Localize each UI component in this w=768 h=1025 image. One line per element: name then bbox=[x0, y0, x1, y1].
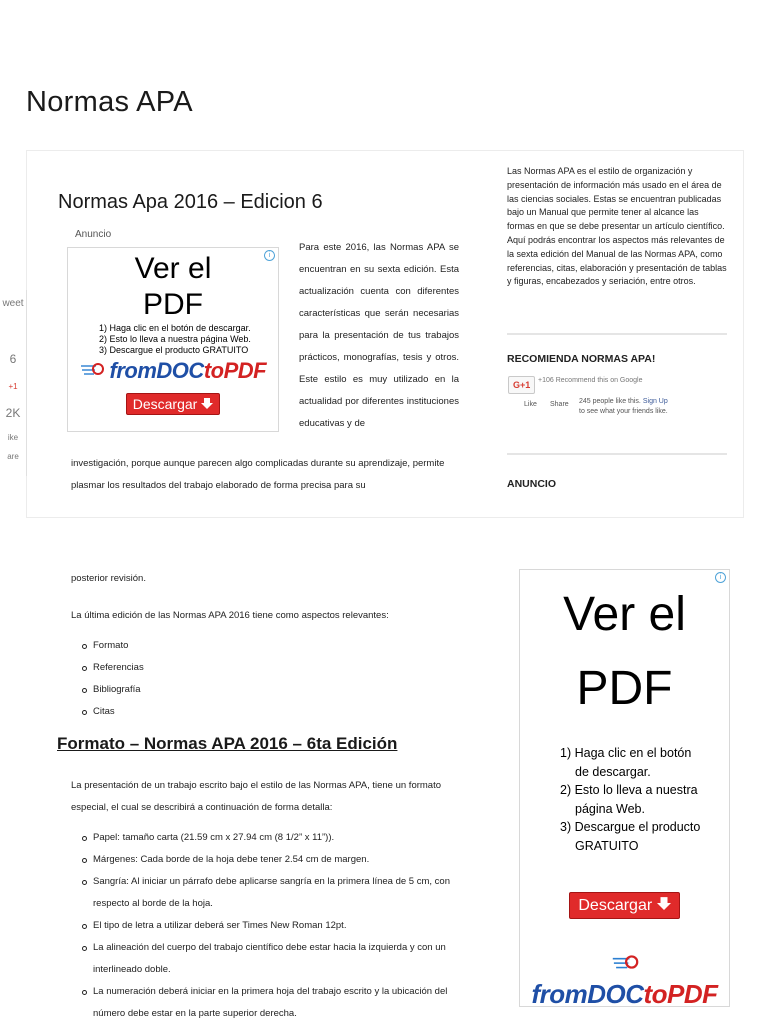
ad-step-2: 2) Esto lo lleva a nuestra página Web. bbox=[99, 334, 251, 344]
pdf-ad-small[interactable] bbox=[67, 247, 279, 432]
ad-headline-2: PDF bbox=[576, 662, 673, 715]
download-button[interactable]: Descargar bbox=[126, 393, 220, 415]
ad-step-1: 1) Haga clic en el botón bbox=[560, 746, 692, 760]
sidebar-divider-2 bbox=[507, 453, 727, 455]
share-count: 6 bbox=[9, 352, 17, 366]
list-item: Referencias bbox=[71, 657, 431, 679]
down-arrow-icon bbox=[657, 896, 671, 915]
relevant-intro: La última edición de las Normas APA 2016 tiene como aspectos relevantes: bbox=[71, 610, 389, 621]
ad-label: Anuncio bbox=[75, 229, 112, 240]
ad-step-3: 3) Descargue el producto GRATUITO bbox=[99, 345, 249, 355]
like-button[interactable]: ike bbox=[7, 433, 19, 442]
facebook-signup-link[interactable]: Sign Up bbox=[642, 398, 668, 405]
article-card bbox=[26, 150, 744, 518]
adchoices-icon[interactable]: i bbox=[264, 250, 275, 261]
ad-step-1: 1) Haga clic en el botón de descargar. bbox=[99, 323, 251, 333]
ad-steps bbox=[99, 323, 278, 356]
ad-headline-1: Ver el bbox=[134, 252, 212, 285]
intro-paragraph: Para este 2016, las Normas APA se encuentran en su sexta edición. Esta actualización cuenta con diferentes características que serán necesarias para la presentación de tus trabajos prácticos, monografías, tesis y otros. Este estilo es muy utilizado en la actualidad por diferentes instituciones educativas y de bbox=[299, 242, 459, 429]
format-intro: La presentación de un trabajo escrito bajo el estilo de las Normas APA, tiene un formato especial, el cual se describirá a continuación de forma detalla: bbox=[71, 780, 442, 813]
list-item: Márgenes: Cada borde de la hoja debe tener 2.54 cm de margen. bbox=[71, 849, 471, 871]
google-plus-widget bbox=[508, 375, 535, 394]
list-item: Sangría: Al iniciar un párrafo debe aplicarse sangría en la primera línea de 5 cm, con respecto al borde de la hoja. bbox=[71, 871, 471, 915]
list-item: Citas bbox=[71, 701, 431, 723]
ad-step-3b: GRATUITO bbox=[575, 838, 639, 853]
intro-paragraph-continued: investigación, porque aunque parecen algo complicadas durante su aprendizaje, permite plasmar los resultados del trabajo elaborado de forma precisa para su bbox=[71, 458, 445, 491]
continued-text: posterior revisión. bbox=[71, 573, 146, 584]
google-plus-share[interactable]: +1 bbox=[8, 382, 18, 391]
share-button[interactable]: are bbox=[7, 452, 19, 461]
list-item: El tipo de letra a utilizar deberá ser Times New Roman 12pt. bbox=[71, 915, 471, 937]
gplus-count: +106 bbox=[538, 377, 554, 384]
list-item: Bibliografía bbox=[71, 679, 431, 701]
sidebar-about: Las Normas APA es el estilo de organización y presentación de información más usado en el área de las ciencias sociales. Estas se encuentran publicadas bajo un Manual que permite tener al alcance las formas en que se debe presentar un artículo científico. Aquí podrás encontrar los aspectos más relevantes de la sexta edición del Manual de las Normas APA, como referencias, citas, elaboración y presentación de tablas y figuras, encabezados y seriación, entre otros. bbox=[507, 166, 727, 287]
aspects-list bbox=[71, 635, 431, 723]
list-item: Formato bbox=[71, 635, 431, 657]
post-title[interactable]: Normas Apa 2016 – Edicion 6 bbox=[58, 191, 323, 213]
ad-step-2: 2) Esto lo lleva a nuestra bbox=[560, 783, 698, 798]
google-plus-button[interactable]: G+1 bbox=[508, 376, 535, 394]
facebook-like-button[interactable]: Like bbox=[524, 401, 537, 408]
tweet-button[interactable]: weet bbox=[2, 298, 24, 309]
pdf-ad-large[interactable] bbox=[519, 569, 730, 1007]
site-title[interactable]: Normas APA bbox=[26, 86, 193, 118]
down-arrow-icon bbox=[201, 396, 213, 412]
adchoices-icon[interactable]: i bbox=[715, 572, 726, 583]
sidebar-divider bbox=[507, 333, 727, 335]
ad-step-2b: página Web. bbox=[575, 801, 645, 816]
ad-step-1b: de descargar. bbox=[575, 764, 651, 779]
ad-headline-2: PDF bbox=[143, 288, 203, 321]
gplus-text: Recommend this on Google bbox=[555, 377, 643, 384]
recommend-title: RECOMIENDA NORMAS APA! bbox=[507, 353, 656, 365]
logo-swoosh-icon bbox=[80, 358, 110, 383]
ad-steps bbox=[560, 744, 729, 856]
facebook-like-text: 245 people like this. Sign Up to see what your friends like. bbox=[579, 398, 668, 415]
facebook-share-button[interactable]: Share bbox=[550, 401, 569, 408]
format-rules-list bbox=[71, 827, 471, 1025]
ad-step-3: 3) Descargue el producto bbox=[560, 820, 701, 835]
list-item: Papel: tamaño carta (21.59 cm x 27.94 cm (8 1/2” x 11”)). bbox=[71, 827, 471, 849]
fromdoctopdf-logo: fromDOCtoPDF bbox=[68, 358, 278, 384]
like-count: 2K bbox=[5, 406, 21, 420]
list-item: La numeración deberá iniciar en la primera hoja del trabajo escrito y la ubicación del número debe estar en la parte superior derecha. bbox=[71, 981, 471, 1025]
section-title: Formato – Normas APA 2016 – 6ta Edición bbox=[57, 734, 398, 753]
fromdoctopdf-logo: fromDOCtoPDF bbox=[520, 948, 729, 1010]
download-button[interactable]: Descargar bbox=[569, 892, 679, 919]
gplus-info bbox=[538, 377, 658, 385]
ad-headline-1: Ver el bbox=[563, 588, 686, 641]
list-item: La alineación del cuerpo del trabajo científico debe estar hacia la izquierda y con un interlineado doble. bbox=[71, 937, 471, 981]
share-sidebar bbox=[0, 290, 27, 476]
sidebar-ad-title: ANUNCIO bbox=[507, 478, 556, 490]
logo-swoosh-icon bbox=[611, 948, 639, 978]
